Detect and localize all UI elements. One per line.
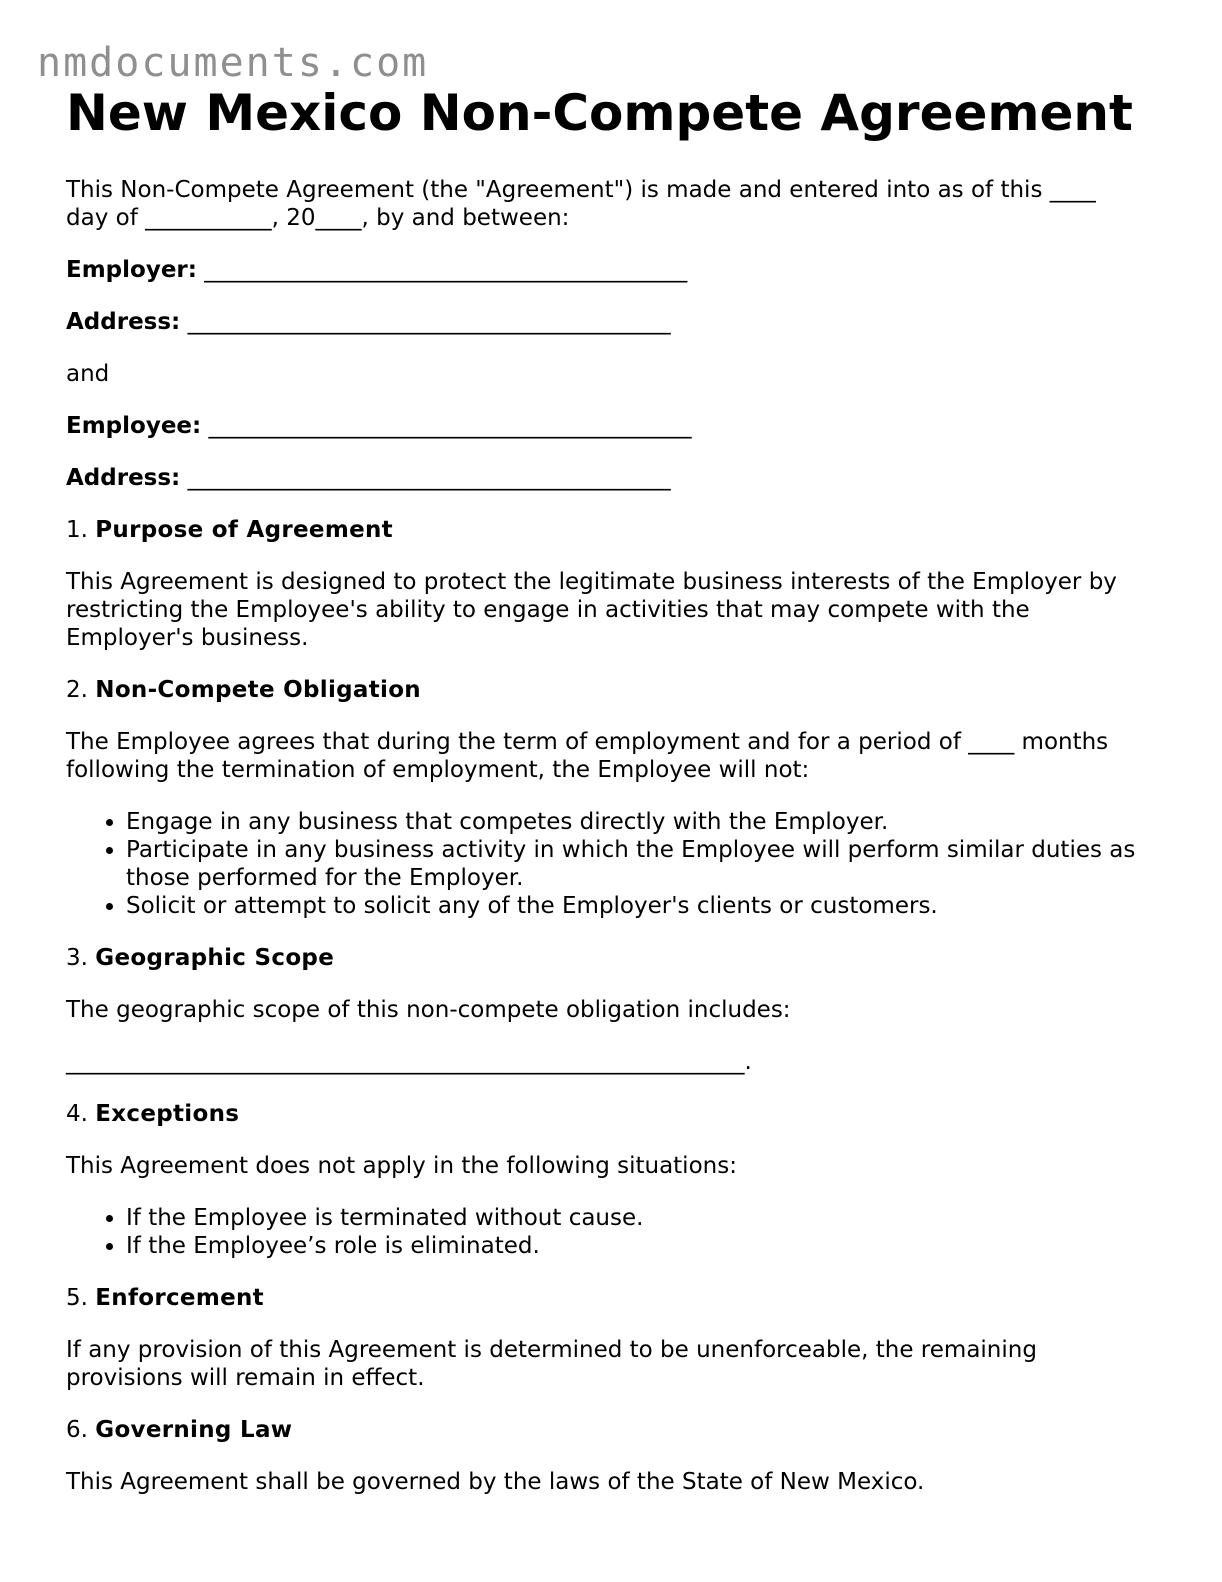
section-title: Governing Law [95, 1417, 293, 1443]
section-1-heading [66, 516, 1156, 544]
section-title: Purpose of Agreement [95, 517, 393, 543]
employer-address-label: Address: [66, 309, 181, 335]
employee-label: Employee: [66, 413, 202, 439]
employee-address-blank: __________________________________________ [187, 465, 671, 491]
section-4-heading [66, 1100, 1156, 1128]
employer-field [66, 256, 1156, 284]
employee-address-field [66, 464, 1156, 492]
intro-line-1: This Non-Compete Agreement (the "Agreement") is made and entered into as of this ____ [66, 177, 1096, 203]
section-3-body: The geographic scope of this non-compete obligation includes: [66, 997, 791, 1023]
section-title: Geographic Scope [95, 945, 335, 971]
section-title: Exceptions [95, 1101, 240, 1127]
document-page [66, 84, 1156, 1496]
section-4-body: This Agreement does not apply in the following situations: [66, 1153, 737, 1179]
employer-blank: __________________________________________ [204, 257, 688, 283]
list-item: • Solicit or attempt to solicit any of the Employer's clients or customers. [126, 892, 1156, 920]
section-number: 6. [66, 1417, 88, 1443]
intro-line-2: day of ___________, 20____, by and between: [66, 205, 570, 231]
employee-address-label: Address: [66, 465, 181, 491]
list-item: • Participate in any business activity in which the Employee will perform similar duties as those performed for the Employer. [126, 836, 1156, 892]
intro-paragraph [66, 176, 1156, 232]
geographic-scope-blank: ___________________________________________________________. [66, 1049, 752, 1075]
employee-field [66, 412, 1156, 440]
section-6-body: This Agreement shall be governed by the laws of the State of New Mexico. [66, 1469, 925, 1495]
section-title: Enforcement [95, 1285, 264, 1311]
section-1-body: This Agreement is designed to protect the legitimate business interests of the Employer by restricting the Employee's ability to engage in activities that may compete with the Employer's business. [66, 569, 1117, 651]
section-number: 1. [66, 517, 88, 543]
employer-label: Employer: [66, 257, 197, 283]
watermark: nmdocuments.com [37, 40, 429, 86]
section-2-bullet-list [66, 808, 1156, 920]
section-2-body: The Employee agrees that during the term of employment and for a period of ____ months following the termination of employment, the Employee will not: [66, 729, 1109, 783]
section-5-heading [66, 1284, 1156, 1312]
section-6-heading [66, 1416, 1156, 1444]
section-number: 3. [66, 945, 88, 971]
section-4-bullet-list [66, 1204, 1156, 1260]
section-title: Non-Compete Obligation [95, 677, 421, 703]
and-text: and [66, 361, 110, 387]
list-item: • If the Employee is terminated without cause. [126, 1204, 1156, 1232]
section-5-body: If any provision of this Agreement is determined to be unenforceable, the remaining provisions will remain in effect. [66, 1337, 1037, 1391]
section-number: 2. [66, 677, 88, 703]
employee-blank: __________________________________________ [208, 413, 692, 439]
list-item: • Engage in any business that competes directly with the Employer. [126, 808, 1156, 836]
employer-address-field [66, 308, 1156, 336]
section-number: 4. [66, 1101, 88, 1127]
list-item: • If the Employee’s role is eliminated. [126, 1232, 1156, 1260]
section-2-heading [66, 676, 1156, 704]
employer-address-blank: __________________________________________ [187, 309, 671, 335]
document-title: New Mexico Non-Compete Agreement [66, 84, 1133, 142]
section-3-heading [66, 944, 1156, 972]
section-number: 5. [66, 1285, 88, 1311]
